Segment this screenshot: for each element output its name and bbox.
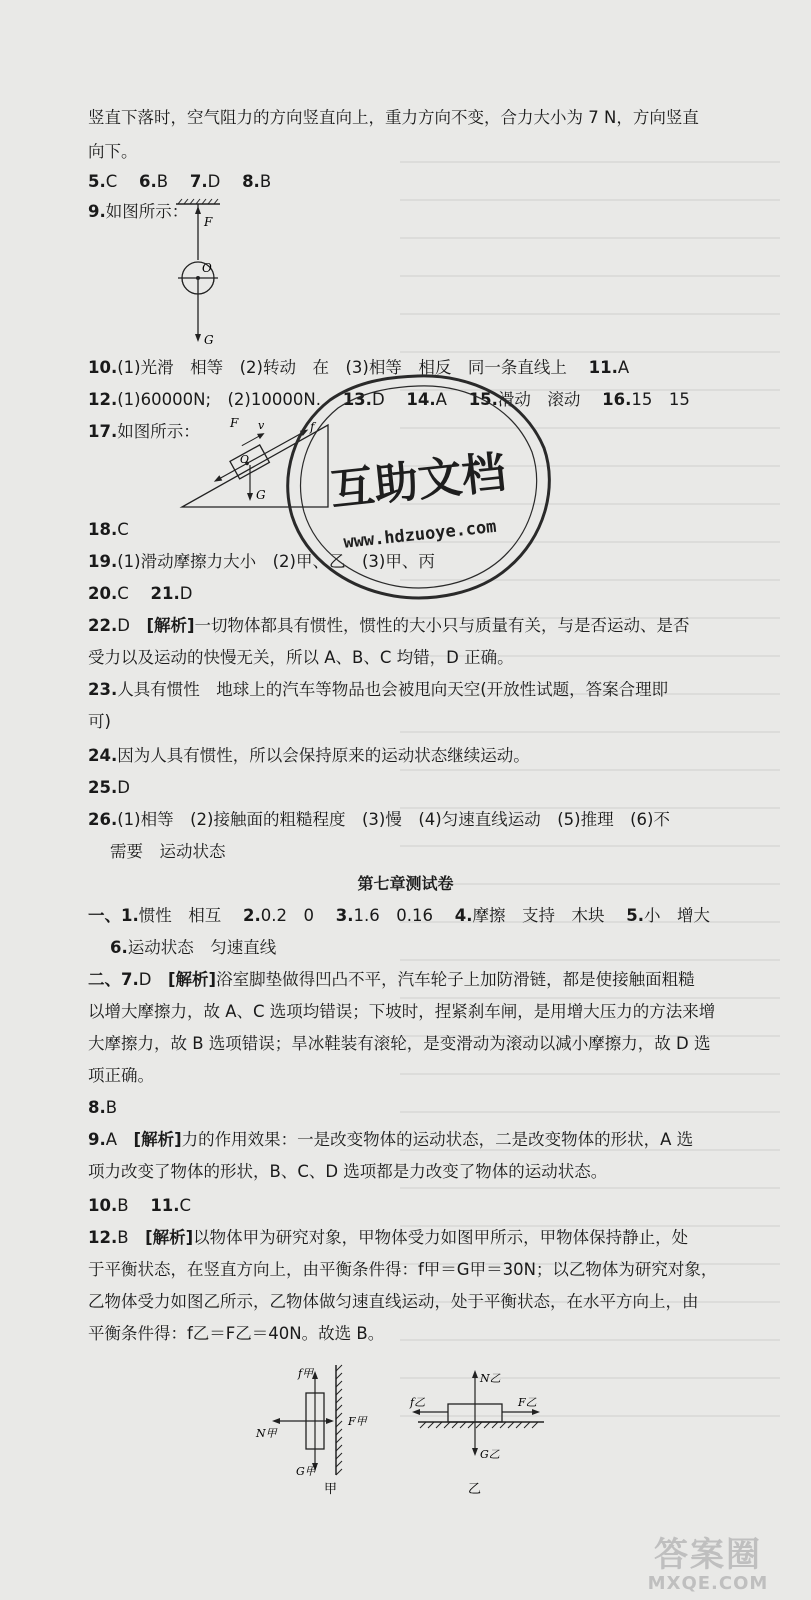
fig9-label-O: O (202, 261, 212, 275)
answer-line-19: 19.(1)滑动摩擦力大小 (2)甲、乙 (3)甲、丙 (88, 552, 435, 571)
yi-label-N: N乙 (480, 1372, 501, 1385)
text-line: 受力以及运动的快慢无关，所以 A、B、C 均错，D 正确。 (88, 648, 514, 667)
answer-line-12-16: 12.(1)60000N; (2)10000N. 13.D 14.A 15.滑动 滚动 16.15 15 (88, 390, 690, 409)
jia-caption: 甲 (324, 1482, 338, 1497)
fig17-label-f: f (310, 420, 315, 434)
jia-label-N: N甲 (256, 1427, 277, 1440)
watermark-cn: 答案圈 (654, 1535, 762, 1575)
text-line: 竖直下落时，空气阻力的方向竖直向上，重力方向不变，合力大小为 7 N，方向竖直 (88, 108, 699, 127)
answer-line-26: 26.(1)相等 (2)接触面的粗糙程度 (3)慢 (4)匀速直线运动 (5)推理 (6)不 (88, 810, 670, 829)
answer-line-s9: 9.A [解析]力的作用效果：一是改变物体的运动状态，二是改变物体的形状，A 选 (88, 1130, 694, 1149)
mxqe-watermark (613, 1536, 803, 1596)
text-line: 项正确。 (88, 1066, 154, 1085)
answer-line-20-21: 20.C 21.D (88, 584, 193, 603)
text-line: 平衡条件得：f乙＝F乙＝40N。故选 B。 (88, 1324, 385, 1343)
text-line: 项力改变了物体的形状，B、C、D 选项都是力改变了物体的运动状态。 (88, 1162, 608, 1181)
stamp-cn: 互助文档 (327, 446, 509, 517)
fig9-label-F: F (204, 215, 213, 229)
answer-line-10-11: 10.(1)光滑 相等 (2)转动 在 (3)相等 相反 同一条直线上 11.A (88, 358, 630, 377)
answer-line-17: 17.如图所示： (88, 422, 200, 441)
yi-label-f: f乙 (410, 1396, 426, 1409)
text-line: 向下。 (88, 142, 138, 161)
fig17-label-v: v (258, 419, 265, 432)
fig17-label-G: G (256, 488, 266, 502)
yi-caption: 乙 (468, 1482, 482, 1497)
text-line: 于平衡状态，在竖直方向上，由平衡条件得：f甲＝G甲＝30N；以乙物体为研究对象， (88, 1260, 718, 1279)
answer-line-25: 25.D (88, 778, 130, 797)
figure-9-force-diagram (160, 198, 240, 348)
jia-label-F: F甲 (348, 1415, 367, 1428)
yi-label-F: F乙 (518, 1396, 537, 1409)
section-1-line: 6.运动状态 匀速直线 (110, 938, 277, 957)
answer-line-18: 18.C (88, 520, 129, 539)
section-1-line: 一、1.惯性 相互 2.0.2 0 3.1.6 0.16 4.摩擦 支持 木块 5.小 增大 (88, 906, 710, 925)
stamp-url: www.hdzuoye.com (342, 516, 498, 553)
answer-line-9: 9.如图所示： (88, 202, 189, 221)
answer-line-s10-11: 10.B 11.C (88, 1196, 192, 1215)
jia-label-f: f甲 (298, 1367, 314, 1380)
fig17-label-F: F (230, 416, 239, 430)
fig9-label-G: G (204, 333, 214, 347)
watermark-en: MXQE.COM (647, 1573, 769, 1594)
chapter-title: 第七章测试卷 (357, 874, 454, 893)
jia-label-G: G甲 (296, 1465, 316, 1478)
answer-line-s8: 8.B (88, 1098, 118, 1117)
fig17-label-O: O (240, 453, 250, 466)
figure-yi-force-diagram (406, 1370, 566, 1495)
yi-label-G: G乙 (480, 1448, 500, 1461)
text-line: 可) (88, 712, 111, 731)
text-line: 需要 运动状态 (110, 842, 226, 861)
text-line: 以增大摩擦力，故 A、C 选项均错误；下坡时，捏紧刹车闸，是用增大压力的方法来增 (88, 1002, 716, 1021)
answer-line-24: 24.因为人具有惯性，所以会保持原来的运动状态继续运动。 (88, 746, 530, 765)
section-2-q7: 二、7.D [解析]浴室脚垫做得凹凸不平，汽车轮子上加防滑链，都是使接触面粗糙 (88, 970, 695, 989)
text-line: 乙物体受力如图乙所示，乙物体做匀速直线运动，处于平衡状态，在水平方向上，由 (88, 1292, 699, 1311)
answer-line-s12: 12.B [解析]以物体甲为研究对象，甲物体受力如图甲所示，甲物体保持静止，处 (88, 1228, 689, 1247)
answer-line-5-8: 5.C 6.B 7.D 8.B (88, 172, 272, 191)
answer-line-23: 23.人具有惯性 地球上的汽车等物品也会被甩向天空(开放性试题，答案合理即 (88, 680, 669, 699)
text-line: 大摩擦力，故 B 选项错误；旱冰鞋装有滚轮，是变滑动为滚动以减小摩擦力，故 D 选 (88, 1034, 711, 1053)
answer-line-22: 22.D [解析]一切物体都具有惯性，惯性的大小只与质量有关，与是否运动、是否 (88, 616, 690, 635)
hdzuoye-stamp (282, 370, 554, 606)
figure-jia-force-diagram (256, 1365, 396, 1495)
